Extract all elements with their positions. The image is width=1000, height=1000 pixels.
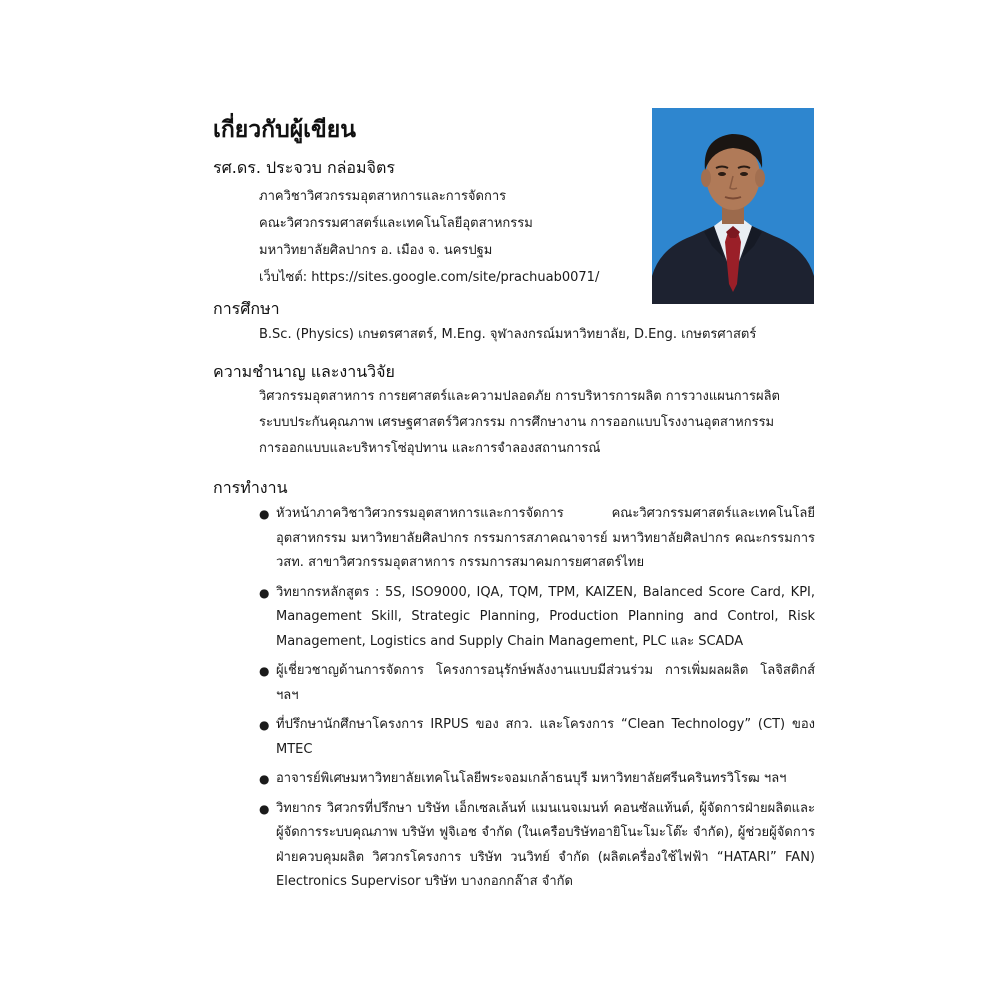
- bullet-icon: ●: [259, 507, 270, 521]
- bullet-icon: ●: [259, 585, 270, 600]
- bullet-icon: ●: [259, 772, 270, 786]
- author-photo: [652, 108, 814, 304]
- work-item-text: อาจารย์พิเศษมหาวิทยาลัยเทคโนโลยีพระจอมเกล้าธนบุรี มหาวิทยาลัยศรีนครินทรวิโรฒ ฯลฯ: [276, 771, 787, 786]
- list-item: [259, 797, 815, 895]
- bullet-icon: ●: [259, 718, 270, 732]
- work-item-text: วิทยากร วิศวกรที่ปรึกษา บริษัท เอ็กเซลเล้นท์ แมนเนจเมนท์ คอนซัลแท้นต์, ผู้จัดการฝ่ายผลิตและผู้จัดการระบบคุณภาพ บริษัท ฟูจิเอช จำกัด (ในเครือบริษัทอายิโนะโมะโต๊ะ จำกัด), ผู้ช่วยผู้จัดการฝ่ายควบคุมผลิต วิศวกรโครงการ บริษัท วนวิทย์ จำกัด (ผลิตเครื่องใช้ไฟฟ้า “HATARI” FAN) Electronics Supervisor บริษัท บางกอกกล๊าส จำกัด: [276, 800, 815, 889]
- author-name: รศ.ดร. ประจวบ กล่อมจิตร: [213, 158, 395, 177]
- work-item-text: หัวหน้าภาควิชาวิศวกรรมอุตสาหการและการจัดการ คณะวิศวกรรมศาสตร์และเทคโนโลยีอุตสาหกรรม มหาวิทยาลัยศิลปากร กรรมการสภาคณาจารย์ มหาวิทยาลัยศิลปากร คณะกรรมการ วสท. สาขาวิศวกรรมอุตสาหการ กรรมการสมาคมการยศาสตร์ไทย: [276, 506, 815, 570]
- list-item: [259, 502, 815, 576]
- work-item-text: ที่ปรึกษานักศึกษาโครงการ IRPUS ของ สกว. และโครงการ “Clean Technology” (CT) ของ MTEC: [276, 717, 815, 757]
- expertise-line: ระบบประกันคุณภาพ เศรษฐศาสตร์วิศวกรรม การศึกษางาน การออกแบบโรงงานอุตสาหกรรม: [259, 415, 775, 430]
- bullet-icon: ●: [259, 664, 270, 678]
- list-item: [259, 713, 815, 762]
- page-title: เกี่ยวกับผู้เขียน: [213, 117, 356, 143]
- affiliation-website: เว็บไซต์: https://sites.google.com/site/prachuab0071/: [259, 270, 600, 285]
- work-item-text: วิทยากรหลักสูตร : 5S, ISO9000, IQA, TQM, TPM, KAIZEN, Balanced Score Card, KPI, Management Skill, Strategic Planning, Production Planning and Control, Risk Management, Logistics and Supply Chain Management, PLC และ SCADA: [276, 584, 815, 649]
- work-item-text: ผู้เชี่ยวชาญด้านการจัดการ โครงการอนุรักษ์พลังงานแบบมีส่วนร่วม การเพิ่มผลผลิต โลจิสติกส์ ฯลฯ: [276, 663, 815, 703]
- author-affiliation: [259, 183, 639, 291]
- work-heading: การทำงาน: [213, 478, 288, 497]
- expertise-line: วิศวกรรมอุตสาหการ การยศาสตร์และความปลอดภัย การบริหารการผลิต การวางแผนการผลิต: [259, 389, 780, 404]
- author-portrait-illustration: [652, 108, 814, 304]
- expertise-heading: ความชำนาญ และงานวิจัย: [213, 362, 395, 381]
- bullet-icon: ●: [259, 801, 270, 816]
- expertise-line: การออกแบบและบริหารโซ่อุปทาน และการจำลองสถานการณ์: [259, 441, 601, 456]
- affiliation-faculty: คณะวิศวกรรมศาสตร์และเทคโนโลยีอุตสาหกรรม: [259, 216, 533, 231]
- education-text: B.Sc. (Physics) เกษตรศาสตร์, M.Eng. จุฬาลงกรณ์มหาวิทยาลัย, D.Eng. เกษตรศาสตร์: [259, 327, 757, 342]
- list-item: [259, 659, 815, 708]
- list-item: [259, 767, 815, 792]
- expertise-text: [259, 384, 815, 462]
- list-item: [259, 581, 815, 655]
- work-list: [259, 502, 815, 900]
- education-heading: การศึกษา: [213, 299, 280, 318]
- affiliation-department: ภาควิชาวิศวกรรมอุตสาหการและการจัดการ: [259, 189, 507, 204]
- affiliation-university: มหาวิทยาลัยศิลปากร อ. เมือง จ. นครปฐม: [259, 243, 493, 258]
